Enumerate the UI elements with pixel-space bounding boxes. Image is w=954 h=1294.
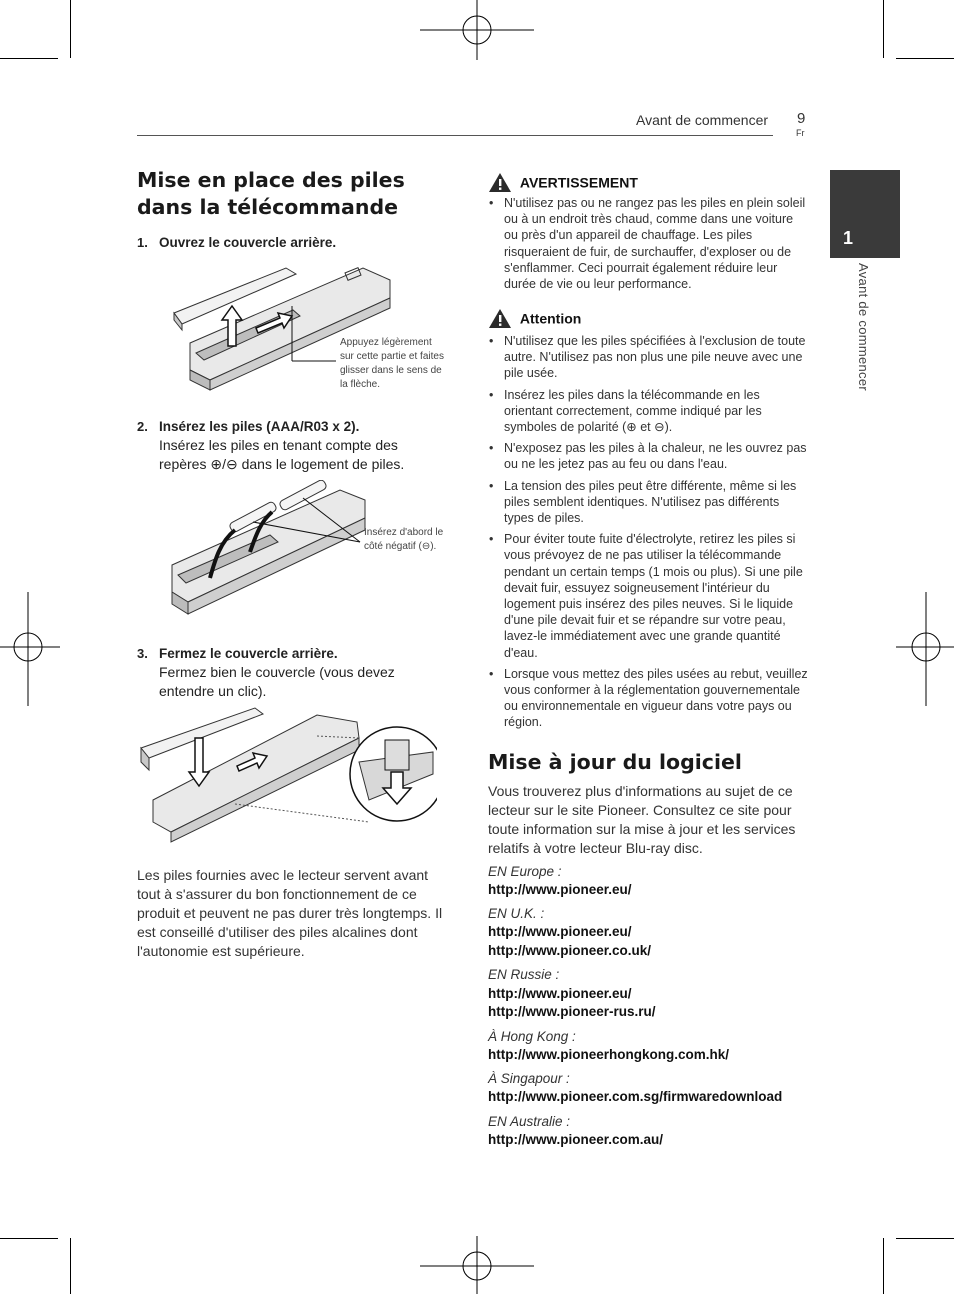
region-link[interactable]: http://www.pioneer.eu/ xyxy=(488,924,632,939)
region-label: EN U.K. : xyxy=(488,906,545,921)
region-label: À Hong Kong : xyxy=(488,1029,576,1044)
step-title: Insérez les piles (AAA/R03 x 2). xyxy=(159,419,360,434)
region-label: EN Europe : xyxy=(488,864,562,879)
caution-heading xyxy=(488,308,581,329)
list-item: • N'utilisez pas ou ne rangez pas les piles en plein soleil ou à un endroit très chaud, comme dans une voiture ou près d'un appareil de chauffage. Les piles risqueraient de fuir, de surchauffer, d'exploser ou de s'enflammer. Ceci pourrait également réduire leur durée de vie ou leur performance. xyxy=(488,195,808,292)
software-paragraph: Vous trouverez plus d'informations au sujet de ce lecteur sur le site Pioneer. Consultez ce site pour toute information sur la mise à jour et les services relatifs à votre lecteur Blu-ray disc. xyxy=(488,783,796,856)
step-title: Ouvrez le couvercle arrière. xyxy=(159,235,337,250)
page-language: Fr xyxy=(796,128,805,138)
step-1 xyxy=(137,233,457,253)
step-number: 3. xyxy=(137,646,148,661)
list-item: • La tension des piles peut être différente, même si les piles semblent identiques. N'utilisez pas différents types de piles. xyxy=(488,478,808,527)
list-item: • N'utilisez que les piles spécifiées à l'exclusion de toute autre. N'utilisez pas non plus une pile neuve avec une pile usée. xyxy=(488,333,808,382)
warning-title: AVERTISSEMENT xyxy=(519,174,638,191)
list-item: • Insérez les piles dans la télécommande en les orientant correctement, comme indiqué par les symboles de polarité (⊕ et ⊖). xyxy=(488,387,808,436)
region-link[interactable]: http://www.pioneer.com.sg/firmwaredownload xyxy=(488,1089,783,1104)
warning-heading xyxy=(488,172,638,193)
batteries-paragraph: Les piles fournies avec le lecteur servent avant tout à s'assurer du bon fonctionnement de ce produit et peuvent ne pas durer très longtemps. Il est conseillé d'utiliser des piles alcalines dont l'autonomie est supérieure. xyxy=(137,867,443,959)
warning-list xyxy=(488,195,808,292)
registration-mark-top xyxy=(420,0,534,60)
chapter-tab xyxy=(830,170,900,258)
step-number: 1. xyxy=(137,235,148,250)
figure-insert-batteries xyxy=(160,480,370,625)
step-title: Fermez le couvercle arrière. xyxy=(159,646,338,661)
section-heading-software: Mise à jour du logiciel xyxy=(488,750,742,774)
registration-mark-right xyxy=(896,592,954,706)
figure2-note: Insérez d'abord le côté négatif (⊖). xyxy=(364,527,444,552)
step-body: Insérez les piles en tenant compte des repères ⊕/⊖ dans le logement de piles. xyxy=(159,437,405,472)
region-link[interactable]: http://www.pioneer.com.au/ xyxy=(488,1132,664,1147)
step-body: Fermez bien le couvercle (vous devez entendre un clic). xyxy=(159,664,395,699)
step-2 xyxy=(137,417,457,477)
section-heading-batteries: Mise en place des piles dans la télécommande xyxy=(137,168,405,219)
chapter-number: 1 xyxy=(843,228,854,248)
caution-title: Attention xyxy=(519,310,582,327)
chapter-side-label: Avant de commencer xyxy=(856,263,871,391)
step-3 xyxy=(137,644,457,704)
page-number: 9 xyxy=(797,110,806,127)
list-item: • Lorsque vous mettez des piles usées au rebut, veuillez vous conformer à la réglementation gouvernementale ou environnementale en vigueur dans votre pays ou région. xyxy=(488,666,808,731)
running-title: Avant de commencer xyxy=(636,112,769,128)
region-link[interactable]: http://www.pioneer.eu/ xyxy=(488,986,632,1001)
caution-list xyxy=(488,333,808,731)
registration-mark-left xyxy=(0,592,60,706)
list-item: • N'exposez pas les piles à la chaleur, ne les ouvrez pas ou ne les jetez pas au feu ou dans l'eau. xyxy=(488,440,808,472)
step-number: 2. xyxy=(137,419,148,434)
warning-triangle-icon xyxy=(488,308,512,329)
figure1-note: Appuyez légèrement sur cette partie et faites glisser dans le sens de la flèche. xyxy=(340,337,444,390)
registration-mark-bottom xyxy=(420,1236,534,1294)
region-link[interactable]: http://www.pioneer.eu/ xyxy=(488,882,632,897)
list-item: • Pour éviter toute fuite d'électrolyte, retirez les piles si vous prévoyez de ne pas utiliser la télécommande pendant un certain temps (1 mois ou plus). Si une pile devait fuir, essuyez soigneusement l'intérieur du logement puis insérez des piles neuves. Si le liquide d'une pile devait fuir et se répandre sur votre peau, lavez-le immédiatement avec une grande quantité d'eau. xyxy=(488,531,808,661)
region-link[interactable]: http://www.pioneerhongkong.com.hk/ xyxy=(488,1047,729,1062)
header-rule xyxy=(137,135,773,136)
region-label: À Singapour : xyxy=(488,1071,570,1086)
region-link[interactable]: http://www.pioneer-rus.ru/ xyxy=(488,1004,656,1019)
warning-triangle-icon xyxy=(488,172,512,193)
region-label: EN Australie : xyxy=(488,1114,571,1129)
figure-close-cover xyxy=(137,700,437,845)
region-label: EN Russie : xyxy=(488,967,560,982)
region-link[interactable]: http://www.pioneer.co.uk/ xyxy=(488,943,652,958)
